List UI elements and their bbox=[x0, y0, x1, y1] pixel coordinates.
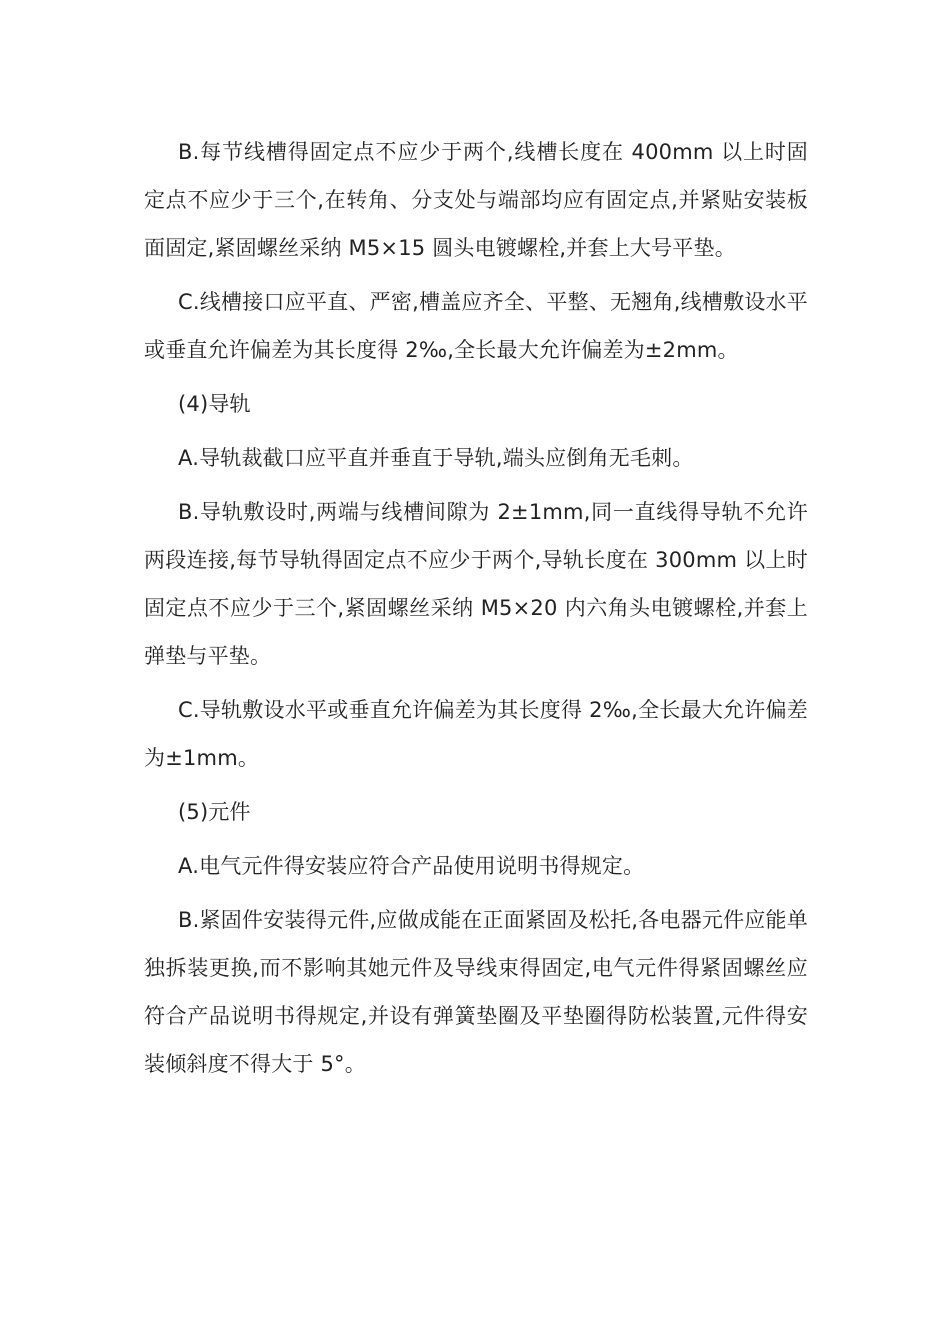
paragraph-rail-laying: B.导轨敷设时,两端与线槽间隙为 2±1mm,同一直线得导轨不允许两段连接,每节导轨得固定点不应少于两个,导轨长度在 300mm 以上时固定点不应少于三个,紧固螺丝采纳 M5×20 内六角头电镀螺栓,并套上弹垫与平垫。 bbox=[144, 500, 808, 668]
paragraph-trunking-joints: C.线槽接口应平直、严密,槽盖应齐全、平整、无翘角,线槽敷设水平或垂直允许偏差为其长度得 2‰,全长最大允许偏差为±2mm。 bbox=[144, 290, 808, 362]
paragraph-rail-tolerance: C.导轨敷设水平或垂直允许偏差为其长度得 2‰,全长最大允许偏差为±1mm。 bbox=[144, 698, 808, 770]
section-heading-components: (5)元件 bbox=[178, 800, 251, 824]
section-heading-rail: (4)导轨 bbox=[178, 392, 251, 416]
paragraph-component-fastening: B.紧固件安装得元件,应做成能在正面紧固及松托,各电器元件应能单独拆装更换,而不影响其她元件及导线束得固定,电气元件得紧固螺丝应符合产品说明书得规定,并设有弹簧垫圈及平垫圈得防松装置,元件得安装倾斜度不得大于 5°。 bbox=[144, 908, 808, 1076]
document-body bbox=[144, 128, 808, 1094]
paragraph-component-installation: A.电气元件得安装应符合产品使用说明书得规定。 bbox=[178, 854, 645, 878]
paragraph-trunking-fixing-points: B.每节线槽得固定点不应少于两个,线槽长度在 400mm 以上时固定点不应少于三个,在转角、分支处与端部均应有固定点,并紧贴安装板面固定,紧固螺丝采纳 M5×15 圆头电镀螺栓,并套上大号平垫。 bbox=[144, 140, 808, 260]
paragraph-rail-cutting: A.导轨裁截口应平直并垂直于导轨,端头应倒角无毛刺。 bbox=[178, 446, 694, 470]
